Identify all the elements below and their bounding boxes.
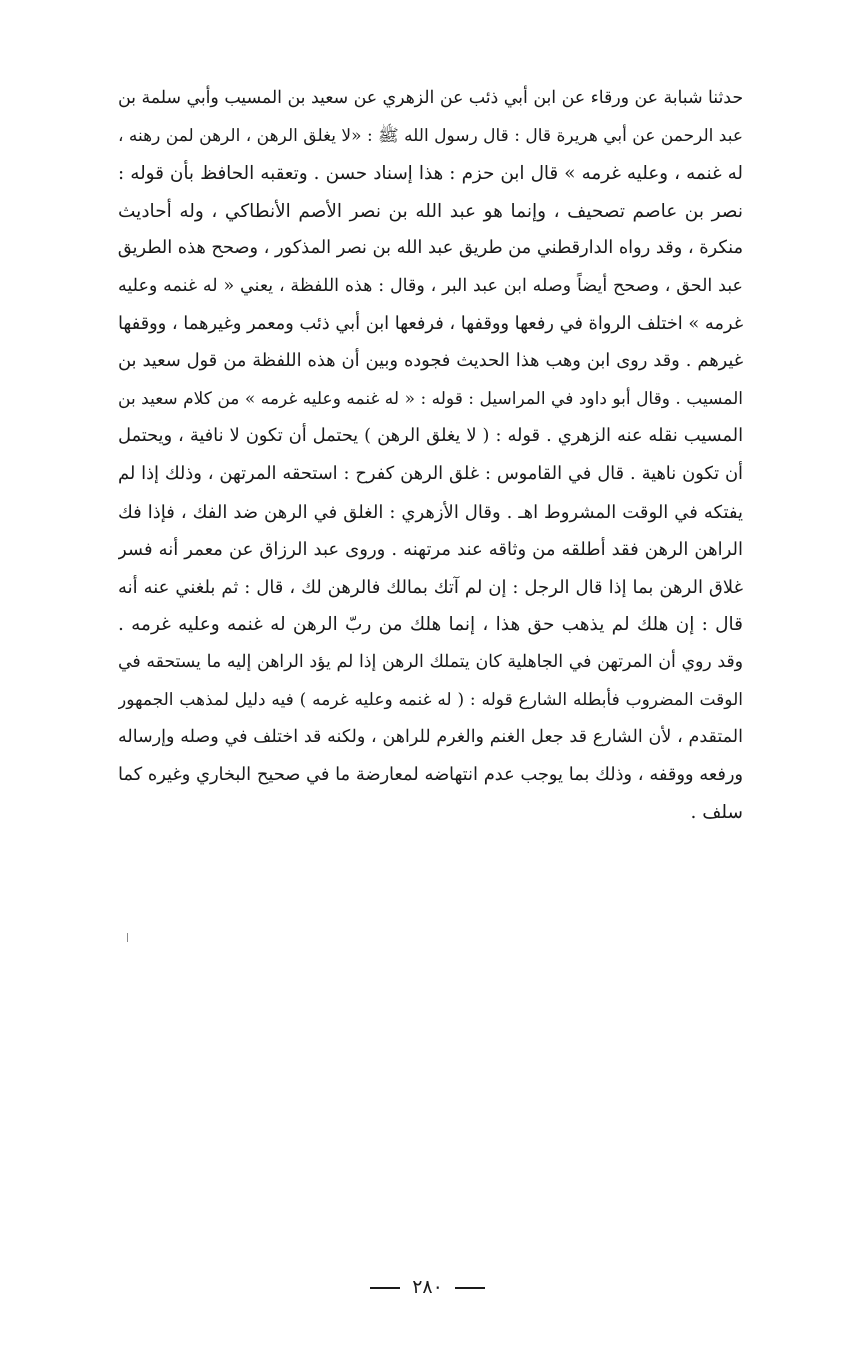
text-line-last: سلف . (690, 802, 743, 824)
footer-dash-right (455, 1287, 485, 1289)
text-line: عبد الحق ، وصحح أيضاً وصله ابن عبد البر ، وقال : هذه اللفظة ، يعني « له غنمه وعليه (118, 275, 743, 296)
text-line: غلاق الرهن بما إذا قال الرجل : إن لم آتك بمالك فالرهن لك ، قال : ثم بلغني عنه أنه (118, 576, 743, 598)
text-line: وقد روي أن المرتهن في الجاهلية كان يتملك الرهن إذا لم يؤد الراهن إليه ما يستحقه في (118, 651, 743, 672)
text-line: المتقدم ، لأن الشارع قد جعل الغنم والغرم للراهن ، ولكنه قد اختلف في وصله وإرساله (118, 727, 743, 748)
text-line: قال : إن هلك لم يذهب حق هذا ، إنما هلك من ربّ الرهن له غنمه وعليه غرمه . (118, 614, 743, 636)
text-line: حدثنا شبابة عن ورقاء عن ابن أبي ذئب عن الزهري عن سعيد بن المسيب وأبي سلمة بن (118, 88, 743, 108)
scan-speck (127, 933, 128, 942)
text-line: له غنمه ، وعليه غرمه » قال ابن حزم : هذا إسناد حسن . وتعقبه الحافظ بأن قوله : (118, 163, 743, 185)
text-line: الوقت المضروب فأبطله الشارع قوله : ( له غنمه وعليه غرمه ) فيه دليل لمذهب الجمهور (118, 689, 743, 710)
body-text (118, 80, 743, 832)
text-line: المسيب . وقال أبو داود في المراسيل : قوله : « له غنمه وعليه غرمه » من كلام سعيد بن (118, 388, 743, 409)
text-line: أن تكون ناهية . قال في القاموس : غلق الرهن كفرح : استحقه المرتهن ، وذلك إذا لم (118, 463, 743, 484)
text-line: عبد الرحمن عن أبي هريرة قال : قال رسول الله ﷺ : «لا يغلق الرهن ، الرهن لمن رهنه ، (118, 125, 743, 146)
text-line: نصر بن عاصم تصحيف ، وإنما هو عبد الله بن نصر الأصم الأنطاكي ، وله أحاديث (118, 200, 743, 222)
text-line: غيرهم . وقد روى ابن وهب هذا الحديث فجوده وبين أن هذه اللفظة من قول سعيد بن (118, 351, 743, 372)
page-footer (0, 1276, 855, 1298)
text-line: المسيب نقله عنه الزهري . قوله : ( لا يغلق الرهن ) يحتمل أن تكون لا نافية ، ويحتمل (118, 426, 743, 447)
text-line: غرمه » اختلف الرواة في رفعها ووقفها ، فرفعها ابن أبي ذئب ومعمر وغيرهما ، ووقفها (118, 313, 743, 334)
text-line: الراهن الرهن فقد أطلقه من وثاقه عند مرتهنه . وروى عبد الرزاق عن معمر أنه فسر (118, 539, 743, 561)
text-line: ورفعه ووقفه ، وذلك بما يوجب عدم انتهاضه لمعارضة ما في صحيح البخاري وغيره كما (118, 764, 743, 785)
text-line: منكرة ، وقد رواه الدارقطني من طريق عبد الله بن نصر المذكور ، وصحح هذه الطريق (118, 238, 743, 259)
footer-dash-left (370, 1287, 400, 1289)
page-number: ٢٨٠ (412, 1276, 443, 1298)
text-line: يفتكه في الوقت المشروط اهـ . وقال الأزهري : الغلق في الرهن ضد الفك ، فإذا فك (118, 501, 743, 523)
